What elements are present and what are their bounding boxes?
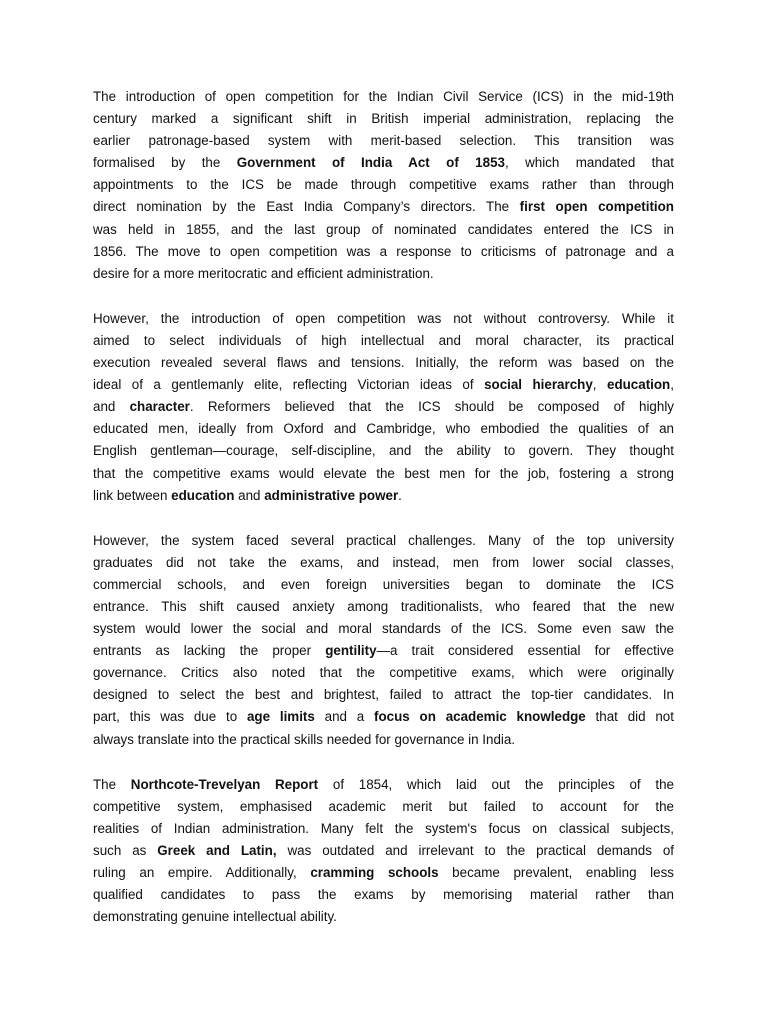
text-run: aimed to select individuals of high intellectual and moral character, its practical xyxy=(93,332,674,348)
text-run: became prevalent, enabling less xyxy=(438,865,674,880)
text-run: entrants as lacking the proper xyxy=(93,643,326,659)
text-line xyxy=(93,196,674,218)
text-line xyxy=(93,884,674,906)
text-line xyxy=(93,263,674,285)
text-run: However, the introduction of open competition was not without controversy. While it xyxy=(93,310,674,326)
text-line xyxy=(93,108,674,130)
text-line xyxy=(93,684,674,706)
text-run: desire for a more meritocratic and efficient administration. xyxy=(93,265,434,281)
text-line xyxy=(93,618,674,640)
text-line xyxy=(93,485,674,507)
text-line xyxy=(93,463,674,485)
bold-text: age limits xyxy=(246,709,315,725)
bold-text: education xyxy=(171,487,235,503)
text-run: , which mandated that xyxy=(504,155,675,171)
text-run: and xyxy=(234,487,265,503)
paragraph xyxy=(93,774,674,929)
text-run: ideal of a gentlemanly elite, reflecting Victorian ideas of xyxy=(93,377,485,393)
text-run: earlier patronage-based system with merit-based selection. This transition was xyxy=(93,133,674,149)
text-line xyxy=(93,418,674,440)
bold-text: Government of India Act of 1853 xyxy=(236,155,505,171)
text-run: ruling an empire. Additionally, xyxy=(93,865,311,880)
bold-text: administrative power xyxy=(264,487,399,503)
text-line xyxy=(93,640,674,662)
text-line xyxy=(93,906,674,928)
paragraph xyxy=(93,530,674,751)
text-run: 1856. The move to open competition was a response to criticisms of patronage and a xyxy=(93,243,674,259)
text-line xyxy=(93,241,674,263)
text-line xyxy=(93,86,674,108)
text-line xyxy=(93,574,674,596)
bold-text: education xyxy=(607,377,671,393)
bold-text: gentility xyxy=(325,643,377,659)
text-line xyxy=(93,596,674,618)
text-line xyxy=(93,440,674,462)
text-run: entrance. This shift caused anxiety among traditionalists, who feared that the new xyxy=(93,598,674,614)
text-run: . xyxy=(398,487,402,503)
text-run: that the competitive exams would elevate the best men for the job, fostering a strong xyxy=(93,465,674,481)
bold-text: first open competition xyxy=(519,199,674,215)
document-body xyxy=(93,86,674,951)
text-run: always translate into the practical skills needed for governance in India. xyxy=(93,731,516,747)
text-run: demonstrating genuine intellectual ability. xyxy=(93,909,337,925)
text-run: was held in 1855, and the last group of nominated candidates entered the ICS in xyxy=(93,221,674,237)
text-run: graduates did not take the exams, and instead, men from lower social classes, xyxy=(93,554,674,570)
text-run: qualified candidates to pass the exams by memorising material rather than xyxy=(93,887,674,903)
text-line xyxy=(93,530,674,552)
text-run: governance. Critics also noted that the competitive exams, which were originally xyxy=(93,665,674,681)
text-line xyxy=(93,552,674,574)
text-run: The xyxy=(93,776,131,792)
bold-text: Greek and Latin, xyxy=(157,842,277,858)
text-run: designed to select the best and brightest, failed to attract the top-tier candidates. In xyxy=(93,687,674,703)
text-run: link between xyxy=(93,487,172,503)
text-run: competitive system, emphasised academic merit but failed to account for the xyxy=(93,798,674,814)
text-run: was outdated and irrelevant to the practical demands of xyxy=(276,842,675,858)
text-run: . Reformers believed that the ICS should be composed of highly xyxy=(189,399,675,415)
text-line xyxy=(93,130,674,152)
text-run: part, this was due to xyxy=(93,709,247,725)
text-run: century marked a significant shift in British imperial administration, replacing the xyxy=(93,111,674,127)
text-line xyxy=(93,862,674,884)
text-run: formalised by the xyxy=(93,155,237,171)
text-line xyxy=(93,729,674,751)
text-run: realities of Indian administration. Many felt the system's focus on classical subjects, xyxy=(93,820,674,836)
text-run: and a xyxy=(314,709,375,725)
text-line xyxy=(93,840,674,862)
text-line xyxy=(93,662,674,684)
text-line xyxy=(93,152,674,174)
text-run: , xyxy=(670,377,674,393)
paragraph xyxy=(93,86,674,285)
text-line xyxy=(93,818,674,840)
text-line xyxy=(93,796,674,818)
text-run: commercial schools, and even foreign universities began to dominate the ICS xyxy=(93,576,674,592)
text-line xyxy=(93,396,674,418)
text-line xyxy=(93,174,674,196)
text-line xyxy=(93,706,674,728)
text-run: direct nomination by the East India Company’s directors. The xyxy=(93,199,520,215)
bold-text: cramming schools xyxy=(310,865,439,880)
text-run: and xyxy=(93,399,130,415)
text-run: execution revealed several flaws and tensions. Initially, the reform was based on the xyxy=(93,355,674,371)
bold-text: social hierarchy xyxy=(484,377,593,393)
text-line xyxy=(93,774,674,796)
text-line xyxy=(93,330,674,352)
paragraph xyxy=(93,308,674,507)
text-run: appointments to the ICS be made through competitive exams rather than through xyxy=(93,177,674,193)
text-run: system would lower the social and moral standards of the ICS. Some even saw the xyxy=(93,621,674,637)
text-run: , xyxy=(592,377,607,393)
text-run: However, the system faced several practical challenges. Many of the top university xyxy=(93,532,674,548)
text-line xyxy=(93,308,674,330)
text-run: such as xyxy=(93,842,158,858)
bold-text: focus on academic knowledge xyxy=(374,709,586,725)
text-run: that did not xyxy=(585,709,674,725)
text-run: of 1854, which laid out the principles of the xyxy=(318,776,674,792)
bold-text: Northcote-Trevelyan Report xyxy=(130,776,319,792)
text-run: —a trait considered essential for effective xyxy=(376,643,675,659)
text-line xyxy=(93,374,674,396)
text-run: The introduction of open competition for the Indian Civil Service (ICS) in the mid-19th xyxy=(93,89,674,104)
bold-text: character xyxy=(129,399,190,415)
text-line xyxy=(93,219,674,241)
text-line xyxy=(93,352,674,374)
text-run: English gentleman—courage, self-discipline, and the ability to govern. They thought xyxy=(93,443,674,459)
text-run: educated men, ideally from Oxford and Cambridge, who embodied the qualities of an xyxy=(93,421,674,437)
